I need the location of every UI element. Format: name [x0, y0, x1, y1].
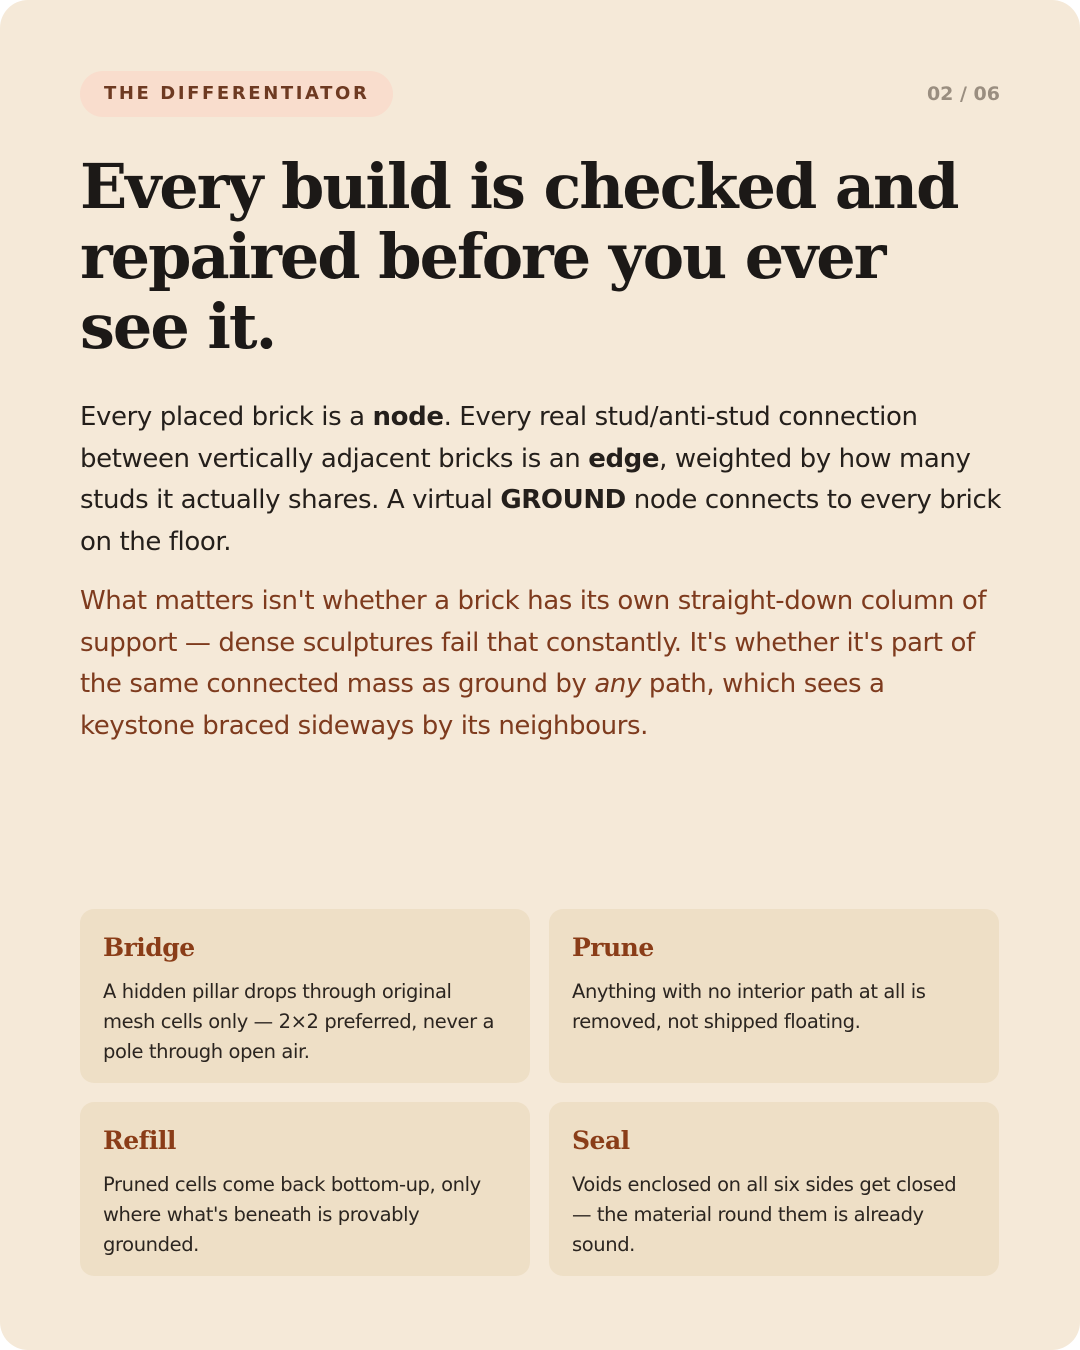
card-prune: [549, 909, 999, 1083]
card-refill: [80, 1102, 530, 1276]
paragraph-graph-model: [80, 397, 1005, 563]
page-counter: 02 / 06: [926, 83, 1000, 105]
text-run: node connects to every brick on the floor.: [80, 485, 1001, 557]
card-body: Voids enclosed on all six sides get closed — the material round them is already sound.: [572, 1173, 957, 1256]
bold-term-edge: edge: [588, 443, 660, 474]
text-run: . Every real stud/anti-stud connection between vertically adjacent bricks is an: [80, 402, 918, 474]
card-seal: [549, 1102, 999, 1276]
card-title: Refill: [103, 1126, 176, 1155]
text-run: Every placed brick is a: [80, 402, 373, 432]
card-title: Seal: [572, 1126, 630, 1155]
card-bridge: [80, 909, 530, 1083]
text-run: What matters isn't whether a brick has its own straight-down column of support — dense sculptures fail that constantly. It's whether it's part of the same connected mass as ground by: [80, 586, 987, 699]
paragraph-connectivity: [80, 581, 1005, 747]
headline: Every build is checked and repaired before you ever see it.: [80, 150, 958, 363]
bold-term-node: node: [372, 402, 444, 432]
card-body: Pruned cells come back bottom-up, only where what's beneath is provably grounded.: [103, 1173, 481, 1256]
card-body: Anything with no interior path at all is removed, not shipped floating.: [572, 980, 926, 1033]
card-body: A hidden pillar drops through original mesh cells only — 2×2 preferred, never a pole through open air.: [103, 980, 495, 1063]
italic-term-any: any: [594, 669, 641, 699]
bold-term-ground: GROUND: [500, 485, 626, 515]
section-tag: THE DIFFERENTIATOR: [80, 71, 393, 117]
text-run: , weighted by how many studs it actually shares. A virtual: [80, 443, 971, 515]
card-title: Bridge: [103, 933, 195, 962]
text-run: path, which sees a keystone braced sideways by its neighbours.: [80, 669, 885, 741]
card-title: Prune: [572, 933, 654, 962]
